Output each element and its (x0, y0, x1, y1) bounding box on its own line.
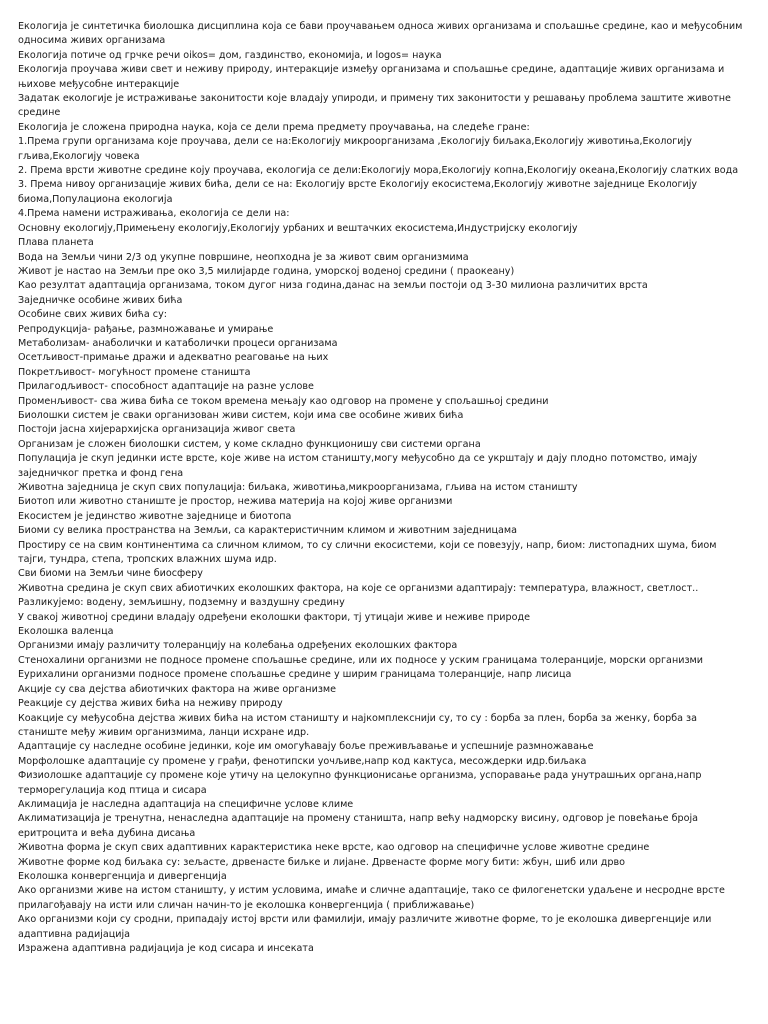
paragraph: Сви биоми на Земљи чине биосферу (18, 568, 203, 580)
paragraph: Екологија је сложена природна наука, која се дели према предмету проучавања, на следеће гране: (18, 121, 530, 133)
paragraph: Аклиматизација је тренутна, ненаследна адаптације на промену станишта, напр већу надморску висину, одговор је повећање броја еритроцита и већа дубина дисања (18, 813, 698, 839)
paragraph: Ако организми који су сродни, припадају истој врсти или фамилији, имају различите животне форме, то је еколошка дивергенције или адаптивна радијација (18, 914, 712, 940)
paragraph: Променљивост- сва жива бића се током времена мењају као одговор на промене у спољашњој средини (18, 395, 549, 407)
paragraph: Покретљивост- могућност промене станишта (18, 366, 251, 378)
paragraph: Екологија проучава живи свет и неживу природу, интеракције између организама и спољашње средине, адаптације живих организама и њихове међусобне интеракције (18, 64, 725, 90)
paragraph: Метаболизам- анаболички и катаболички процеси организама (18, 337, 338, 349)
paragraph: Животна форма је скуп свих адаптивних карактеристика неке врсте, као одговор на специфичне услове животне средине (18, 842, 650, 854)
paragraph: Екологија потиче од грчке речи oikos= дом, газдинство, економија, и logos= наука (18, 49, 442, 61)
paragraph: Организам је сложен биолошки систем, у коме складно функционишу сви системи органа (18, 438, 481, 450)
paragraph: Еколошка конвергенција и дивергенција (18, 870, 227, 882)
paragraph: Као резултат адаптација организама, током дугог низа година,данас на земљи постоји од 3-30 милиона различитих врста (18, 280, 648, 292)
paragraph: Плава планета (18, 237, 94, 249)
paragraph: Задатак екологије је истраживање законитости које владају упироди, и примену тих законитости у решавању проблема заштите животне средине (18, 93, 731, 119)
paragraph: Екосистем је јединство животне заједнице и биотопа (18, 510, 292, 522)
paragraph: Ако организми живе на истом станишту, у истим условима, имаће и сличне адаптације, тако се филогенетски удаљене и несродне врсте прилагођавају на исти или сличан начин-то је еколошка конвергенција ( приближавање) (18, 885, 725, 911)
paragraph: У свакој животној средини владају одређени еколошки фактори, тј утицаји живе и неживе природе (18, 611, 531, 623)
paragraph: Аклимација је наследна адаптација на специфичне услове климе (18, 798, 354, 810)
paragraph: 3. Према нивоу организације живих бића, дели се на: Екологију врсте Екологију екосистема,Екологију животне заједнице Екологију биома,Популациона екологија (18, 179, 698, 205)
paragraph: Коакције су међусобна дејства живих бића на истом станишту и најкомплекснији су, то су : борба за плен, борба за женку, борба за станиште међу живим организмима, ланци исхране идр. (18, 712, 698, 738)
paragraph: Физиолошке адаптације су промене које утичу на целокупно функционисање организма, успоравање рада унутрашњих органа,напр терморегулација код птица и сисара (18, 770, 702, 796)
paragraph: Биолошки систем је сваки организован живи систем, који има све особине живих бића (18, 409, 464, 421)
paragraph: Популација је скуп јединки исте врсте, које живе на истом станишту,могу међусобно да се укрштају и дају плодно потомство, имају заједничког претка и фонд гена (18, 453, 698, 479)
paragraph: Реакције су дејства живих бића на неживу природу (18, 698, 283, 710)
paragraph: Еурихалини организми подносе промене спољашње средине у ширим границама толеранције, напр лисица (18, 669, 572, 681)
paragraph: Еколошка валенца (18, 626, 114, 638)
paragraph: Животна средина је скуп свих абиотичких еколошких фактора, на које се организми адаптирају: температура, влажност, светлост.. (18, 582, 699, 594)
paragraph: Биотоп или животно станиште је простор, нежива материја на којој живе организми (18, 496, 453, 508)
paragraph: Простиру се на свим континентима са сличном климом, то су слични екосистеми, који се повезују, напр, биом: листопадних шума, биом тајги, тундра, степа, тропских влажних шума идр. (18, 539, 717, 566)
paragraph: Вода на Земљи чини 2/3 од укупне површине, неопходна је за живот свим организмима (18, 251, 469, 263)
document-body (18, 20, 746, 956)
paragraph: Прилагодљивост- способност адаптације на разне услове (18, 381, 314, 393)
paragraph: Екологија је синтетичка биолошка дисциплина која се бави проучавањем односа живих организама и спољашње средине, као и међусобним односима живих организама (18, 21, 743, 47)
paragraph: 1.Према групи организама које проучава, дели се на:Екологију микроорганизама ,Екологију биљака,Екологију животиња,Екологију гљива,Екологију човека (18, 136, 692, 162)
paragraph: Репродукција- рађање, размножавање и умирање (18, 323, 274, 335)
paragraph: 4.Према намени истраживања, екологија се дели на: (18, 208, 290, 220)
paragraph: Заједничке особине живих бића (18, 294, 183, 306)
paragraph: Адаптације су наследне особине јединки, које им омогућавају боље преживљавање и успешније размножавање (18, 741, 594, 753)
paragraph: Животне форме код биљака су: зељасте, дрвенасте биљке и лијане. Дрвенасте форме могу бити: жбун, шиб или дрво (18, 856, 626, 868)
paragraph: Стенохалини организми не подносе промене спољашње средине, или их подносе у уским границама толеранције, морски организми (18, 654, 704, 666)
paragraph: Особине свих живих бића су: (18, 309, 167, 321)
paragraph: Акције су сва дејства абиотичких фактора на живе организме (18, 683, 337, 695)
paragraph: Животна заједница је скуп свих популација: биљака, животиња,микроорганизама, гљива на истом станишту (18, 482, 578, 493)
paragraph: Осетљивост-примање дражи и адекватно реаговање на њих (18, 352, 329, 364)
paragraph: Постоји јасна хијерархијска организација живог света (18, 424, 296, 436)
paragraph: Разликујемо: водену, земљишну, подземну и ваздушну средину (18, 597, 345, 609)
paragraph: Организми имају различиту толеранцију на колебања одређених еколошких фактора (18, 640, 458, 652)
paragraph: Биоми су велика пространства на Земљи, са карактеристичним климом и животним заједницама (18, 525, 517, 537)
paragraph: Основну екологију,Примењену екологију,Екологију урбаних и вештачких екосистема,Индустријску екологију (18, 222, 578, 234)
paragraph: 2. Према врсти животне средине коју проучава, екологија се дели:Екологију мора,Екологију копна,Екологију океана,Екологију слатких вода (18, 165, 739, 177)
paragraph: Морфолошке адаптације су промене у грађи, фенотипски уочљиве,напр код кактуса, месождерки идр.биљака (18, 755, 587, 767)
paragraph: Живот је настао на Земљи пре око 3,5 милијарде година, уморској воденој средини ( праокеану) (18, 265, 515, 277)
paragraph: Изражена адаптивна радијација је код сисара и инсеката (18, 943, 314, 954)
